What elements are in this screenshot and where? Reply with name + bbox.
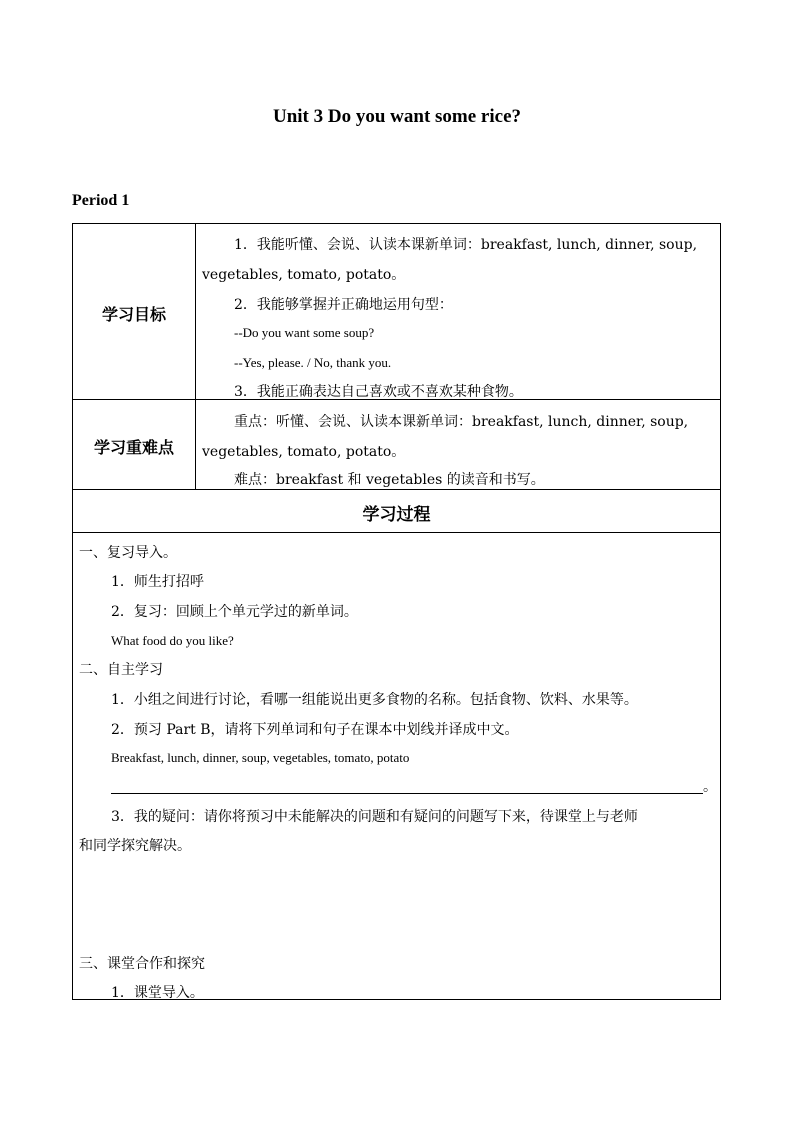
document-title: Unit 3 Do you want some rice? <box>272 106 522 127</box>
section-2-item-3-line-2: 和同学探究解决。 <box>79 838 191 854</box>
period-heading: Period 1 <box>72 192 130 209</box>
section-1-item-1: 1．师生打招呼 <box>111 574 204 590</box>
key-point-line-1: 重点：听懂、会说、认读本课新单词：breakfast, lunch, dinner, soup, <box>234 414 689 430</box>
section-2-word-list: Breakfast, lunch, dinner, soup, vegetables, tomato, potato <box>111 750 410 765</box>
section-2-item-3-line-1: 3．我的疑问：请你将预习中未能解决的问题和有疑问的问题写下来，待课堂上与老师 <box>111 809 638 825</box>
section-1-item-3: What food do you like? <box>111 633 234 648</box>
key-point-line-2: vegetables, tomato, potato。 <box>202 444 406 460</box>
objective-line-1: 1．我能听懂、会说、认读本课新单词：breakfast, lunch, dinner, soup, <box>234 237 698 253</box>
section-2-item-2: 2．预习 Part B，请将下列单词和句子在课本中划线并译成中文。 <box>111 722 519 738</box>
row-divider <box>73 489 720 490</box>
key-points-label: 学习重难点 <box>93 438 174 457</box>
row-divider <box>73 532 720 533</box>
objective-line-6: 3．我能正确表达自己喜欢或不喜欢某种食物。 <box>234 384 523 400</box>
section-2-item-1: 1．小组之间进行讨论，看哪一组能说出更多食物的名称。包括食物、饮料、水果等。 <box>111 692 638 708</box>
section-3-item-1: 1．课堂导入。 <box>111 985 204 1001</box>
column-divider <box>195 224 196 489</box>
objectives-label: 学习目标 <box>101 305 166 324</box>
objective-line-3: 2．我能够掌握并正确地运用句型： <box>234 297 453 313</box>
underline-end-mark: 。 <box>703 779 717 795</box>
section-3-heading: 三、课堂合作和探究 <box>79 956 205 972</box>
section-1-item-2: 2．复习：回顾上个单元学过的新单词。 <box>111 604 358 620</box>
section-2-heading: 二、自主学习 <box>79 662 163 678</box>
process-heading: 学习过程 <box>362 505 431 525</box>
objective-line-2: vegetables, tomato, potato。 <box>202 267 406 283</box>
lesson-table <box>72 223 721 1000</box>
answer-underline <box>111 793 703 794</box>
key-point-line-3: 难点：breakfast 和 vegetables 的读音和书写。 <box>234 472 545 488</box>
objective-line-4: --Do you want some soup? <box>234 325 375 340</box>
objective-line-5: --Yes, please. / No, thank you. <box>234 355 392 370</box>
section-1-heading: 一、复习导入。 <box>79 545 177 561</box>
